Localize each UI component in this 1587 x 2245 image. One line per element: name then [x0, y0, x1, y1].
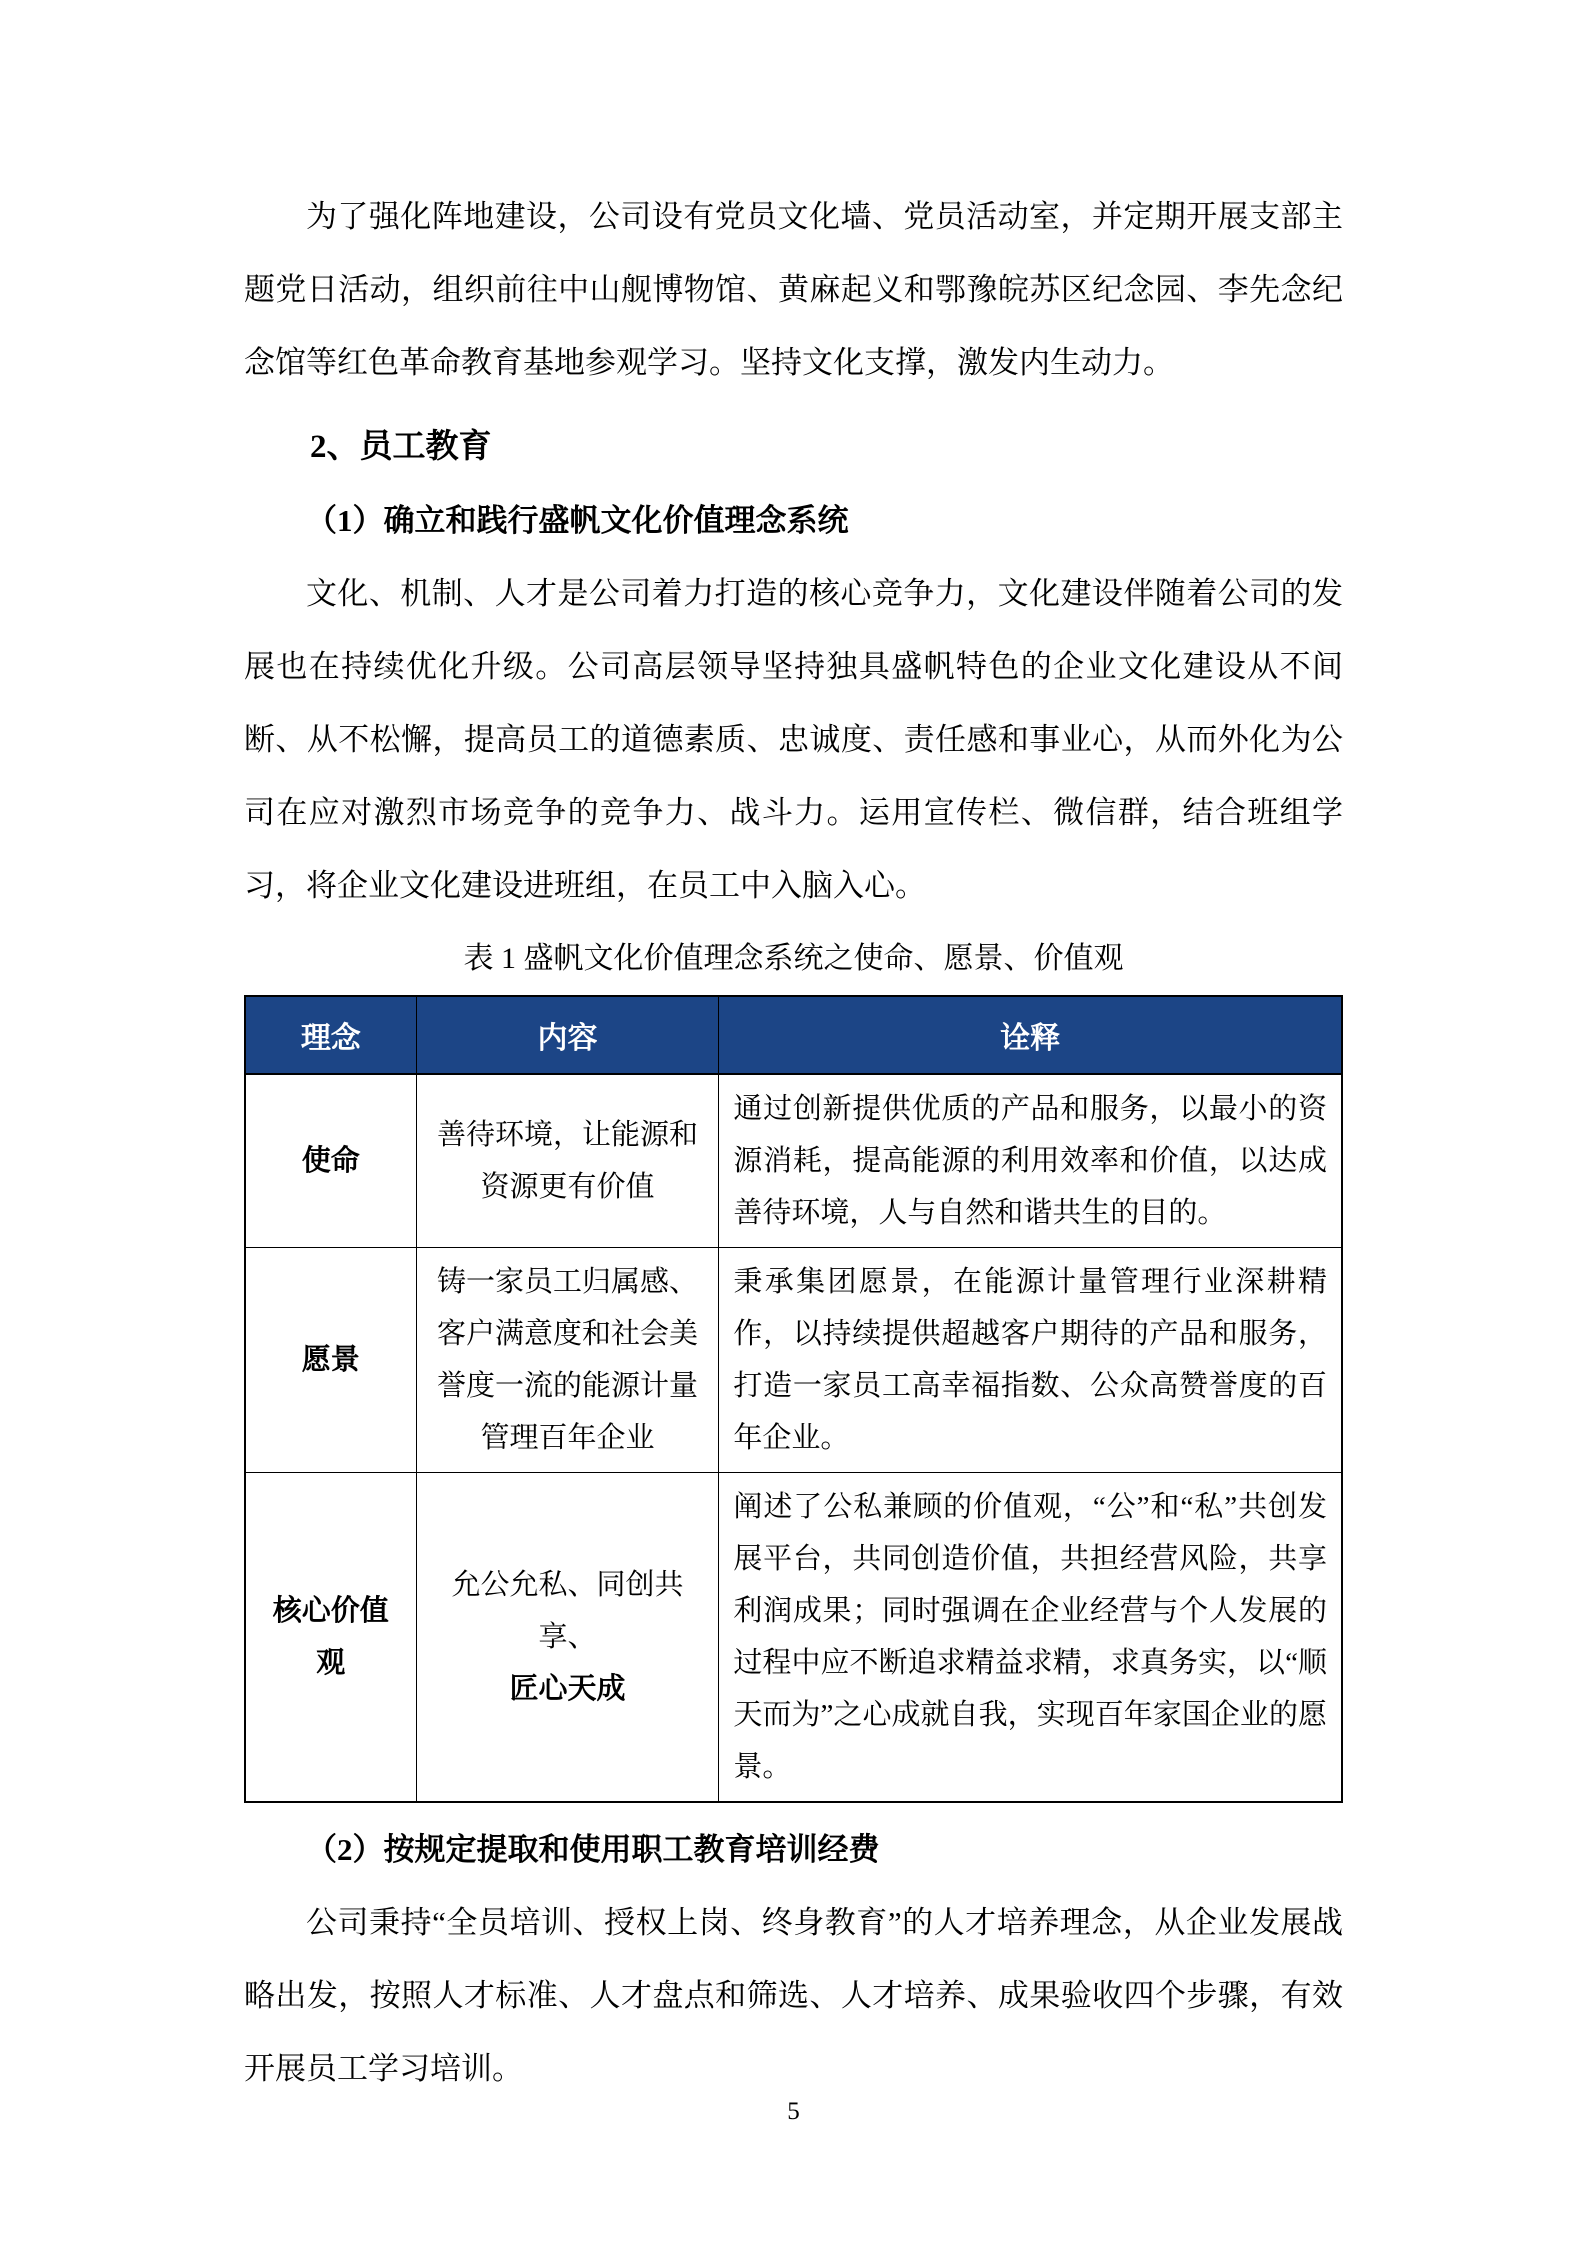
- page-number: 5: [787, 2098, 800, 2125]
- header-cell-interpretation: 诠释: [719, 996, 1342, 1074]
- sub-heading-culture-value-system: （1）确立和践行盛帆文化价值理念系统: [306, 503, 849, 538]
- cell-vision-interpretation: 秉承集团愿景，在能源计量管理行业深耕精作，以持续提供超越客户期待的产品和服务，打造一家员工高幸福指数、公众高赞誉度的百年企业。: [719, 1248, 1342, 1473]
- core-values-content-line2: 匠心天成: [509, 1673, 626, 1705]
- core-values-content-line1: 允公允私、同创共享、: [451, 1569, 684, 1653]
- cell-vision-label: 愿景: [245, 1248, 416, 1473]
- header-cell-content: 内容: [416, 996, 719, 1074]
- paragraph-culture-building: 文化、机制、人才是公司着力打造的核心竞争力，文化建设伴随着公司的发展也在持续优化升级。公司高层领导坚持独具盛帆特色的企业文化建设从不间断、从不松懈，提高员工的道德素质、忠诚度、责任感和事业心，从而外化为公司在应对激烈市场竞争的竞争力、战斗力。运用宣传栏、微信群，结合班组学习，将企业文化建设进班组，在员工中入脑入心。: [244, 576, 1343, 903]
- culture-values-table: [244, 995, 1343, 1803]
- cell-vision-content: 铸一家员工归属感、客户满意度和社会美誉度一流的能源计量管理百年企业: [416, 1248, 719, 1473]
- paragraph-party-culture: 为了强化阵地建设，公司设有党员文化墙、党员活动室，并定期开展支部主题党日活动，组织前往中山舰博物馆、黄麻起义和鄂豫皖苏区纪念园、李先念纪念馆等红色革命教育基地参观学习。坚持文化支撑，激发内生动力。: [244, 199, 1343, 380]
- sub-heading-training-funds: （2）按规定提取和使用职工教育培训经费: [306, 1832, 880, 1867]
- section-heading-employee-education: 2、员工教育: [310, 429, 492, 465]
- cell-core-values-interpretation: 阐述了公私兼顾的价值观，“公”和“私”共创发展平台，共同创造价值，共担经营风险，共享利润成果；同时强调在企业经营与个人发展的过程中应不断追求精益求精，求真务实，以“顺天而为”之心成就自我，实现百年家国企业的愿景。: [719, 1473, 1342, 1803]
- cell-mission-content: 善待环境，让能源和资源更有价值: [416, 1074, 719, 1248]
- table-row-core-values: [245, 1473, 1342, 1803]
- table-row-mission: [245, 1074, 1342, 1248]
- cell-core-values-content: [416, 1473, 719, 1803]
- table-caption: 表 1 盛帆文化价值理念系统之使命、愿景、价值观: [463, 942, 1124, 975]
- header-cell-concept: 理念: [245, 996, 416, 1074]
- paragraph-talent-training: 公司秉持“全员培训、授权上岗、终身教育”的人才培养理念，从企业发展战略出发，按照人才标准、人才盘点和筛选、人才培养、成果验收四个步骤，有效开展员工学习培训。: [244, 1905, 1343, 2086]
- cell-core-values-label: 核心价值观: [245, 1473, 416, 1803]
- table-header-row: [245, 996, 1342, 1074]
- cell-mission-label: 使命: [245, 1074, 416, 1248]
- table-row-vision: [245, 1248, 1342, 1473]
- cell-mission-interpretation: 通过创新提供优质的产品和服务，以最小的资源消耗，提高能源的利用效率和价值，以达成善待环境，人与自然和谐共生的目的。: [719, 1074, 1342, 1248]
